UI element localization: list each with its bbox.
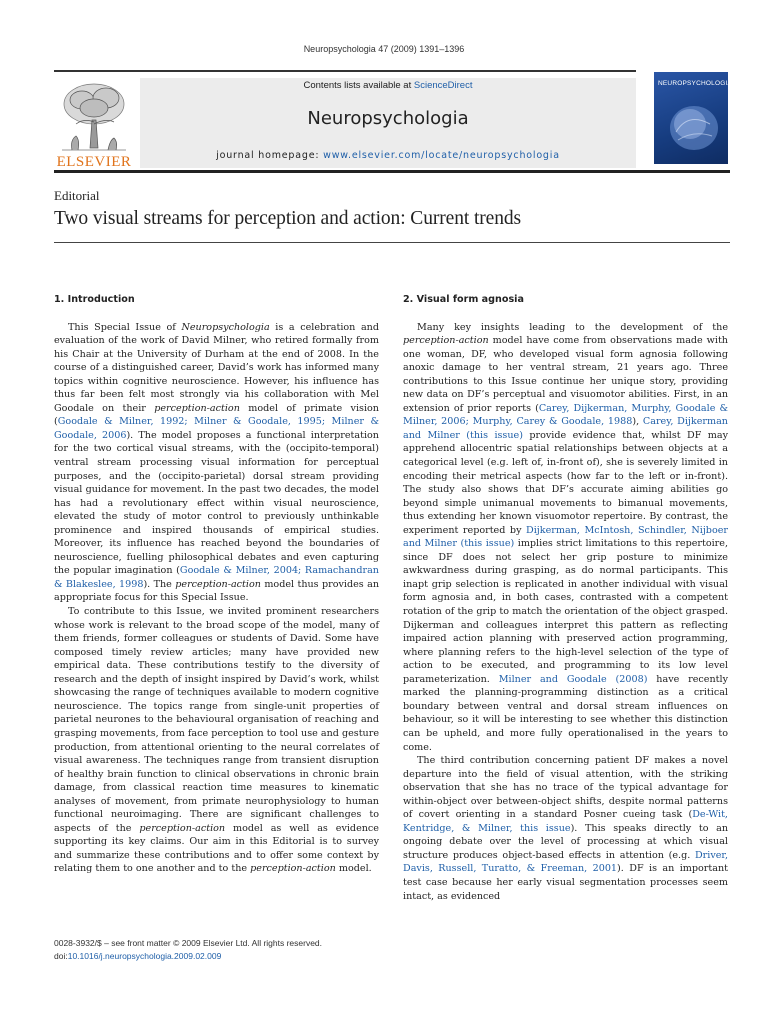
article-section-label: Editorial	[54, 188, 100, 203]
citation-link[interactable]: Carey, Dijkerman and Milner (this issue)	[403, 416, 728, 441]
body-text: ). The	[143, 578, 176, 590]
paragraph	[54, 605, 379, 876]
section-heading-visual-form-agnosia: 2. Visual form agnosia	[403, 294, 524, 305]
body-text: Many key insights leading to the development of the	[417, 321, 728, 333]
body-text: provide evidence that, whilst DF may apprehend allocentric spatial relationships between objects at a categorical level (e.g. left of, in-front of), she is severely limited in encoding their metrical aspects (how far to the left or in-front). The study also shows that DF’s accurate aiming abilities go beyond simple unimanual movements to bimanual movements, thus extending her known visuomotor repertoire. By contrast, the experiment reported by	[403, 429, 729, 536]
italic-text: perception-action	[139, 822, 226, 834]
homepage-prefix: journal homepage:	[216, 150, 324, 161]
cover-title: NEUROPSYCHOLOGIA	[658, 80, 732, 87]
italic-text: perception-action	[175, 578, 261, 590]
body-text: is a celebration and evaluation of the work of David Milner, who retired formally from his Chair at the University of Durham at the end of 2008. In the course of a distinguished career, David’s work has informed many topics within cognitive neuroscience. However, his influence has thus far been felt most strongly via his collaboration with Mel Goodale on their	[54, 321, 379, 414]
journal-cover-image	[654, 72, 732, 164]
paragraph	[403, 754, 728, 903]
footer	[54, 937, 454, 962]
citation-link[interactable]: Dijkerman, McIntosh, Schindler, Nijboer and Milner (this issue)	[403, 524, 728, 550]
body-text: To contribute to this Issue, we invited prominent researchers whose work is relevant to the broad scope of the model, many of them friends, former colleagues or students of David. Some have composed timely review articles; many have provided new empirical data. These contributions testify to the diversity of research and the depth of insight inspired by David’s work, whilst showcasing the range of techniques available to modern cognitive neuroscience. The topics range from single-unit properties of parietal neurones to the behavioural organisation of reaching and grasping movements, from face perception to tool use and gesture production, from attentional orienting to the neural correlates of visual awareness. The techniques range from transient disruption of healthy brain function to clinical observations in chronic brain damage, from classical reaction time measures to kinematic analyses of movement, from primate neurophysiology to human functional neuroimaging. There are significant challenges to aspects of the	[54, 606, 379, 834]
sciencedirect-link[interactable]: ScienceDirect	[413, 80, 473, 91]
citation-link[interactable]: Goodale & Milner, 1992; Milner & Goodale, 1995; Milner & Goodale, 2006	[54, 416, 379, 441]
body-text: model of primate vision (	[54, 402, 379, 428]
contents-prefix: Contents lists available at	[303, 80, 414, 91]
body-text: ),	[632, 416, 643, 428]
cover-brain-icon	[654, 72, 728, 164]
masthead-bottom-rule	[54, 170, 730, 173]
journal-homepage-link[interactable]: www.elsevier.com/locate/neuropsychologia	[323, 150, 560, 161]
body-text: ). This speaks directly to an ongoing debate over the level of processing at which visual structure produces object-based effects in attention (e.g.	[403, 822, 729, 861]
italic-text: perception-action	[250, 863, 336, 875]
right-column	[403, 293, 728, 903]
paragraph	[54, 321, 379, 605]
masthead-top-rule	[54, 70, 636, 72]
body-text: ). The model proposes a functional interpretation for the two cortical visual streams, with the (occipito-temporal) ventral stream processing visual information for perceptual purposes, and the (occipito-parietal) dorsal stream providing visual guidance for movement. In the past two decades, the model has had a revolutionary effect within visual neuroscience, elevated the study of motor control to previously unthinkable prominence and inspired thousands of empirical studies. Moreover, its influence has reached beyond the boundaries of neuroscience, fuelling philosophical debates and even capturing the popular imagination (	[54, 429, 379, 577]
body-text: model as well as evidence supporting its key claims. Our aim in this Editorial is to survey and summarize these contributions and to offer some context by relating them to one another and to the	[54, 822, 379, 875]
body-text: ). DF is an important test case because her early visual segmentation processes seem intact, as evidenced	[403, 863, 728, 902]
masthead-band	[140, 78, 636, 168]
body-text: have recently marked the planning-programming distinction as a critical boundary between ventral and dorsal stream influences on behaviour, so it will be interesting to see whether this distinction can be upheld, and more fully operationalised in the years to come.	[403, 673, 728, 753]
left-column	[54, 293, 379, 876]
copyright-line: 0028-3932/$ – see front matter © 2009 Elsevier Ltd. All rights reserved.	[54, 938, 323, 948]
section-heading-introduction: 1. Introduction	[54, 294, 135, 305]
title-rule	[54, 242, 730, 243]
paragraph	[403, 321, 728, 755]
citation-link[interactable]: Goodale & Milner, 2004; Ramachandran & Blakeslee, 1998	[54, 565, 379, 590]
elsevier-logo	[54, 78, 134, 168]
italic-text: Neuropsychologia	[181, 321, 270, 333]
body-text: model thus provides an appropriate focus for this Special Issue.	[54, 578, 379, 604]
body-text: The third contribution concerning patient DF makes a novel departure into the field of visual attention, with the striking observation that she has no trace of the typical advantage for within-object over between-object shifts, despite normal patterns of covert orienting in a standard Posner cueing task (	[403, 755, 728, 821]
doi-prefix: doi:	[54, 950, 68, 961]
citation-link[interactable]: De-Wit, Kentridge, & Milner, this issue	[403, 809, 728, 834]
body-text: model.	[335, 863, 372, 875]
body-text: model have come from observations made with one woman, DF, who developed visual form agnosia following anoxic damage to her ventral stream, 21 years ago. Three contributions to this Issue continue her unique story, providing new data on DF’s perceptual and visuomotor abilities. First, in an extension of prior reports (	[403, 335, 728, 414]
body-text: implies strict limitations to this repertoire, since DF does not select her grip posture to minimize awkwardness during grasping, as do normal participants. This inapt grip selection is replicated in another individual with visual form agnosia and, in both cases, contrasted with a competent rotation of the grip to match the orientation of the object grasped. Dijkerman and colleagues interpret this pattern as reflecting impaired action planning with preserved action programming, where planning refers to the high-level selection of the type of action to be executed, and programming to its low level parameterization.	[403, 538, 728, 685]
citation-link[interactable]: Carey, Dijkerman, Murphy, Goodale & Milner, 2006; Murphy, Carey & Goodale, 1988	[403, 402, 728, 428]
doi-link[interactable]: 10.1016/j.neuropsychologia.2009.02.009	[67, 950, 222, 961]
citation-link[interactable]: Driver, Davis, Russell, Turatto, & Freeman, 2001	[403, 849, 728, 875]
journal-reference: Neuropsychologia 47 (2009) 1391–1396	[303, 44, 465, 54]
italic-text: perception-action	[154, 402, 240, 414]
publisher-wordmark: ELSEVIER	[56, 154, 132, 170]
body-text: This Special Issue of	[68, 321, 182, 333]
italic-text: perception-action	[403, 335, 489, 347]
homepage-line	[140, 150, 636, 161]
article-title: Two visual streams for perception and action: Current trends	[54, 208, 521, 229]
contents-line	[140, 80, 636, 91]
masthead	[54, 70, 730, 172]
journal-name: Neuropsychologia	[307, 108, 469, 129]
elsevier-tree-icon	[54, 78, 134, 156]
citation-link[interactable]: Milner and Goodale (2008)	[498, 673, 648, 685]
doi-line	[54, 950, 454, 963]
